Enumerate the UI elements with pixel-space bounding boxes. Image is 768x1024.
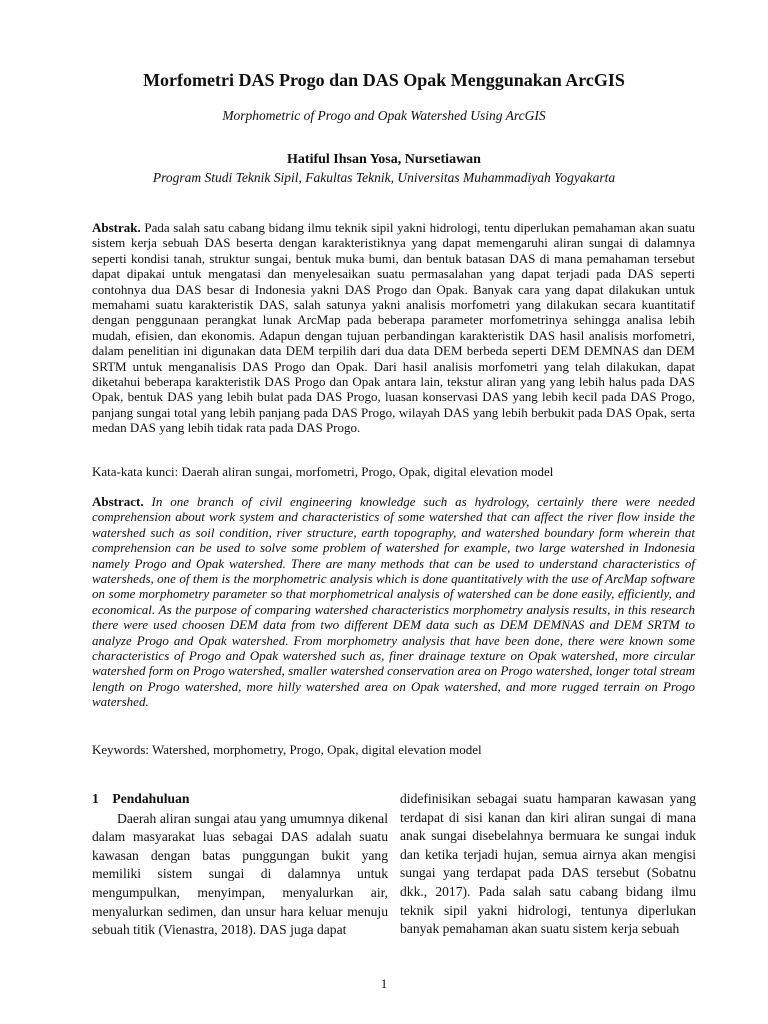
section-title: Pendahuluan xyxy=(112,791,190,806)
author-affiliation: Program Studi Teknik Sipil, Fakultas Teknik, Universitas Muhammadiyah Yogyakarta xyxy=(152,170,616,185)
keywords: Keywords: Watershed, morphometry, Progo, Opak, digital elevation model xyxy=(92,742,482,757)
section-heading xyxy=(92,790,388,809)
column-left xyxy=(92,790,388,940)
section-number: 1 xyxy=(92,791,99,806)
page-number: 1 xyxy=(380,976,388,991)
author-list: Hatiful Ihsan Yosa, Nursetiawan xyxy=(287,152,481,167)
paragraph-right: didefinisikan sebagai suatu hamparan kawasan yang terdapat di sisi kanan dan kiri aliran sungai di mana anak sungai disebelahnya bermuara ke sungai induk dan ketika terjadi hujan, semua airnya akan mengisi sungai yang terdapat pada DAS tersebut (Sobatnu dkk., 2017). Pada salah satu cabang bidang ilmu teknik sipil yakni hidrologi, tentunya diperlukan banyak pemahaman akan suatu sistem kerja sebuah xyxy=(400,791,696,937)
paper-subtitle: Morphometric of Progo and Opak Watershed Using ArcGIS xyxy=(222,108,546,123)
abstract-label: Abstract. xyxy=(92,494,144,509)
abstract-text: In one branch of civil engineering knowledge such as hydrology, certainly there were needed comprehension about work system and characteristics of some watershed that can affect the river flow inside the watershed such as soil condition, river structure, earth topography, and watershed boundary form wherein that comprehension can be used to solve some problem of watershed for example, two large watershed in Indonesia namely Progo and Opak watershed. There are many methods that can be used to understand characteristics of watersheds, one of them is the morphometric analysis which is done quantitatively with the use of ArcMap software on some morphometry parameter so that morphometrical analysis of watershed can be done easily, efficiently, and economical. As the purpose of comparing watershed characteristics morphometry analysis results, in this research there were used choosen DEM data from two different DEM data such as DEM DEMNAS and DEM SRTM to analyze Progo and Opak watershed. From morphometry analysis that have been done, there were known some characteristics of Progo and Opak watershed such as, finer drainage texture on Opak watershed, more circular watershed form on Progo watershed, smaller watershed conservation area on Progo watershed, longer total stream length on Progo watershed, more hilly watershed area on Opak watershed, and more rugged terrain on Progo watershed. xyxy=(92,494,696,710)
abstrak-label: Abstrak. xyxy=(92,220,141,235)
column-right xyxy=(400,790,696,939)
paper-title: Morfometri DAS Progo dan DAS Opak Menggunakan ArcGIS xyxy=(143,70,625,90)
abstrak-text: Pada salah satu cabang bidang ilmu teknik sipil yakni hidrologi, tentu diperlukan pemahaman akan suatu sistem kerja sebuah DAS beserta dengan karakteristiknya yang dapat memengaruhi aliran sungai di dalamnya seperti kondisi tanah, struktur sungai, bentuk muka bumi, dan bentuk batasan DAS di mana pemahaman tersebut dapat dipakai untuk mengatasi dan menyelesaikan suatu permasalahan yang dapat terjadi pada DAS seperti contohnya dua DAS besar di Indonesia yakni DAS Progo dan Opak. Banyak cara yang dapat dilakukan untuk memahami suatu karakteristik DAS, salah satunya yakni analisis morfometri yang dilakukan secara kuantitatif dengan penggunaan perangkat lunak ArcMap pada beberapa parameter morfometrinya sehingga analisa lebih mudah, efisien, dan ekonomis. Adapun dengan tujuan perbandingan karakteristik DAS hasil analisis morfometri, dalam penelitian ini digunakan data DEM terpilih dari dua data DEM berbeda seperti DEM DEMNAS dan DEM SRTM untuk menganalisis DAS Progo dan Opak. Dari hasil analisis morfometri yang telah dilakukan, dapat diketahui beberapa karakteristik DAS Progo dan Opak antara lain, tekstur aliran yang yang lebih halus pada DAS Opak, bentuk DAS yang lebih bulat pada DAS Progo, luasan konservasi DAS yang lebih kecil pada DAS Progo, panjang sungai total yang lebih panjang pada DAS Progo, wilayah DAS yang lebih berbukit pada DAS Opak, serta medan DAS yang lebih tidak rata pada DAS Progo. xyxy=(92,220,695,436)
abstract-block xyxy=(92,494,695,710)
paragraph-left: Daerah aliran sungai atau yang umumnya dikenal dalam masyarakat luas sebagai DAS adalah suatu kawasan dengan batas punggungan bukit yang memiliki sistem sungai di dalamnya untuk mengumpulkan, menyimpan, menyalurkan air, menyalurkan sedimen, dan unsur hara keluar menuju sebuah titik (Vienastra, 2018). DAS juga dapat xyxy=(92,810,388,938)
kata-kunci: Kata-kata kunci: Daerah aliran sungai, morfometri, Progo, Opak, digital elevation model xyxy=(92,464,554,479)
abstrak-block xyxy=(92,220,695,436)
